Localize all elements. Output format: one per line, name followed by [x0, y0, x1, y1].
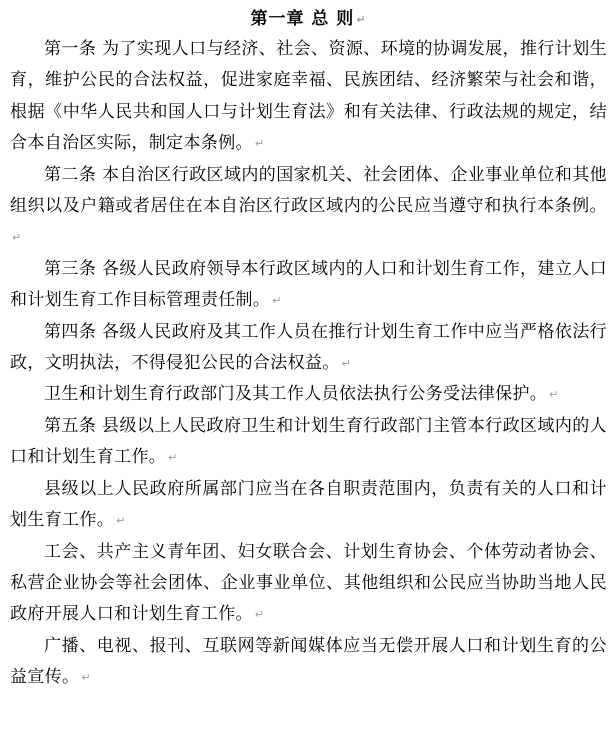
paragraph-mark-icon: ↵: [356, 13, 367, 26]
paragraph-text: 第二条 本自治区行政区域内的国家机关、社会团体、企业事业单位和其他组织以及户籍或者居住在本自治区行政区域内的公民应当遵守和执行本条例。: [10, 164, 607, 217]
paragraph-mark-icon: ↵: [549, 388, 559, 402]
paragraph-text: 卫生和计划生育行政部门及其工作人员依法执行公务受法律保护。: [44, 384, 548, 405]
paragraph-text: 第一条 为了实现人口与经济、社会、资源、环境的协调发展，推行计划生育，维护公民的合法权益，促进家庭幸福、民族团结、经济繁荣与社会和谐，根据《中华人民共和国人口与计划生育法》和有关法律、行政法规的规定，结合本自治区实际，制定本条例。: [10, 39, 607, 154]
article-4-paragraph: [10, 317, 607, 380]
article-5-paragraph-2: [10, 474, 607, 537]
paragraph-text: 县级以上人民政府所属部门应当在各自职责范围内，负责有关的人口和计划生育工作。: [10, 478, 607, 531]
article-2-paragraph: [10, 160, 607, 254]
paragraph-mark-icon: ↵: [341, 357, 352, 371]
paragraph-text: 第三条 各级人民政府领导本行政区域内的人口和计划生育工作，建立人口和计划生育工作目标管理责任制。: [10, 258, 607, 311]
paragraph-mark-icon: ↵: [272, 294, 282, 308]
paragraph-text: 工会、共产主义青年团、妇女联合会、计划生育协会、个体劳动者协会、私营企业协会等社会团体、企业事业单位、其他组织和公民应当协助当地人民政府开展人口和计划生育工作。: [10, 541, 607, 625]
article-4-paragraph-2: [10, 379, 607, 410]
article-3-paragraph: [10, 254, 607, 317]
paragraph-mark-icon: ↵: [168, 451, 178, 465]
chapter-title: [10, 4, 607, 34]
paragraph-mark-icon: ↵: [81, 671, 91, 685]
paragraph-text: 广播、电视、报刊、互联网等新闻媒体应当无偿开展人口和计划生育的公益宣传。: [10, 635, 607, 688]
article-1-paragraph: [10, 34, 607, 160]
paragraph-mark-icon: ↵: [254, 137, 265, 151]
article-5-paragraph-3: [10, 537, 607, 631]
paragraph-mark-icon: ↵: [116, 514, 126, 528]
paragraph-text: 第四条 各级人民政府及其工作人员在推行计划生育工作中应当严格依法行政，文明执法，不得侵犯公民的合法权益。: [10, 321, 607, 374]
article-5-paragraph: [10, 411, 607, 474]
chapter-title-text: 第一章 总 则: [250, 9, 355, 29]
paragraph-text: 第五条 县级以上人民政府卫生和计划生育行政部门主管本行政区域内的人口和计划生育工作。: [10, 415, 607, 468]
paragraph-mark-icon: ↵: [12, 231, 22, 245]
article-5-paragraph-4: [10, 631, 607, 694]
paragraph-mark-icon: ↵: [254, 608, 265, 622]
